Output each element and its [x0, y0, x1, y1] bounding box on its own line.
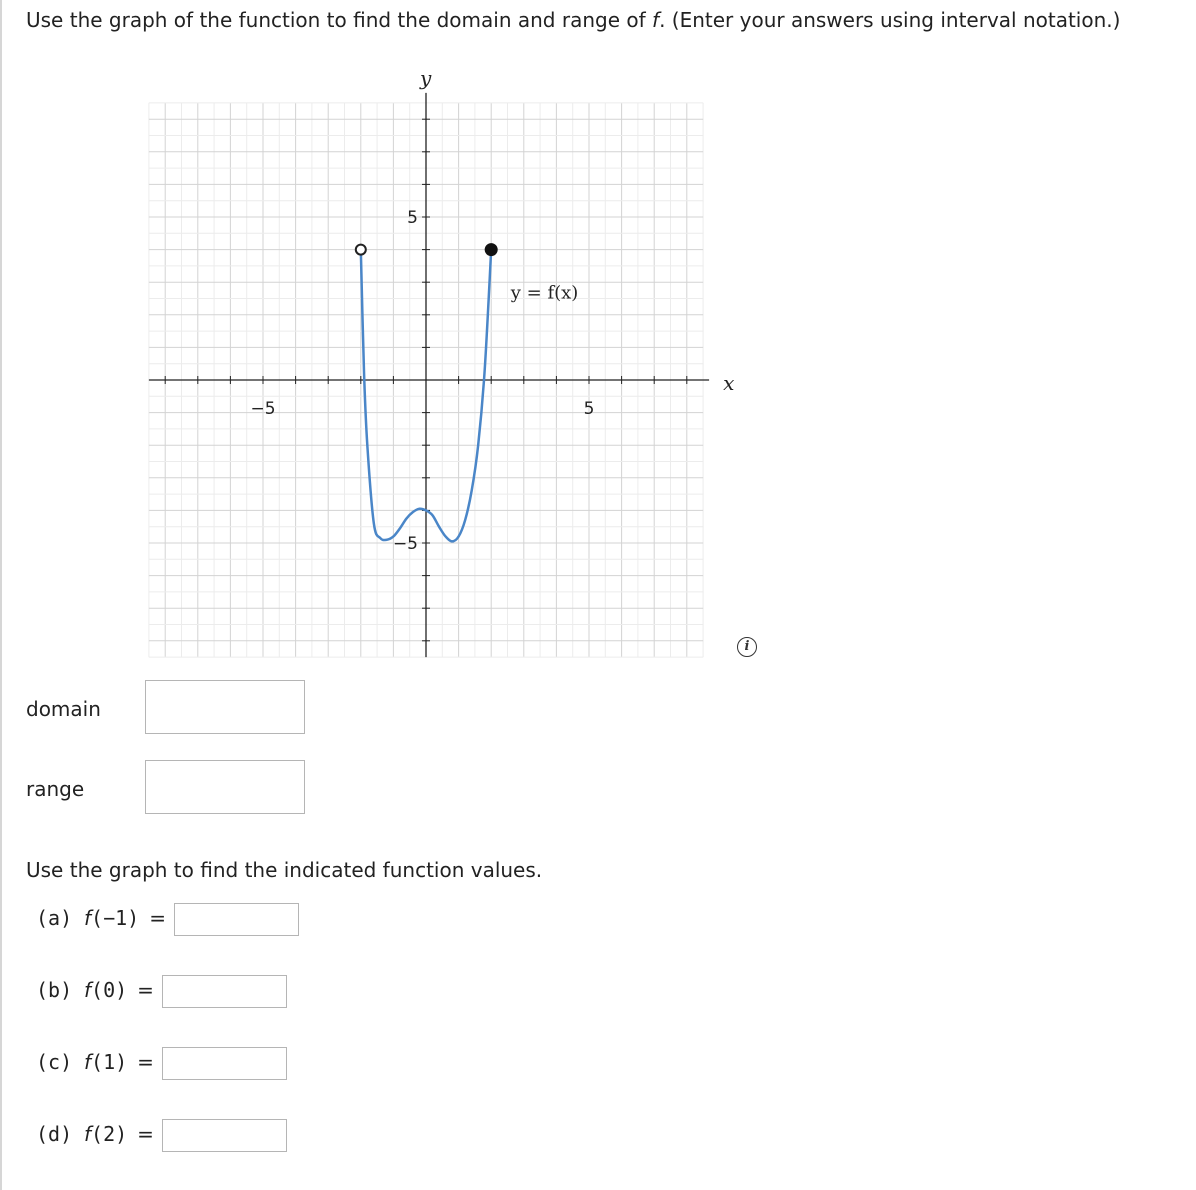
function-expression: f(1) [84, 1050, 128, 1074]
x-axis-label: x [723, 371, 735, 395]
range-label: range [26, 777, 85, 801]
equals-sign: = [137, 1122, 154, 1146]
function-expression: f(2) [84, 1122, 128, 1146]
x-tick-label: 5 [583, 399, 595, 419]
y-tick-label: −5 [392, 534, 418, 554]
closed-endpoint [485, 243, 498, 256]
info-icon[interactable]: i [737, 637, 757, 657]
equals-sign: = [149, 906, 166, 930]
function-expression: f(−1) [84, 906, 140, 930]
part-label: (a) [36, 906, 73, 930]
f-2-input[interactable] [162, 1119, 287, 1152]
function-values-prompt: Use the graph to find the indicated function values. [26, 858, 543, 882]
domain-label: domain [26, 697, 101, 721]
equals-sign: = [137, 1050, 154, 1074]
function-expression: f(0) [84, 978, 128, 1002]
part-label: (d) [36, 1122, 73, 1146]
f-neg1-input[interactable] [174, 903, 299, 936]
curve-label: y = f(x) [510, 282, 579, 304]
equals-sign: = [137, 978, 154, 1002]
question-prompt: Use the graph of the function to find the domain and range of f. (Enter your answers using interval notation.) [26, 8, 1121, 32]
y-axis-label: y [420, 65, 432, 90]
question-b [36, 975, 287, 1008]
f-0-input[interactable] [162, 975, 287, 1008]
function-graph [0, 60, 760, 670]
y-tick-label: 5 [407, 208, 418, 228]
x-tick-label: −5 [250, 399, 276, 419]
question-a [36, 903, 299, 936]
question-c [36, 1047, 287, 1080]
domain-input[interactable] [145, 680, 305, 734]
f-1-input[interactable] [162, 1047, 287, 1080]
question-d [36, 1119, 287, 1152]
part-label: (c) [36, 1050, 73, 1074]
part-label: (b) [36, 978, 73, 1002]
open-endpoint [356, 245, 366, 255]
range-input[interactable] [145, 760, 305, 814]
